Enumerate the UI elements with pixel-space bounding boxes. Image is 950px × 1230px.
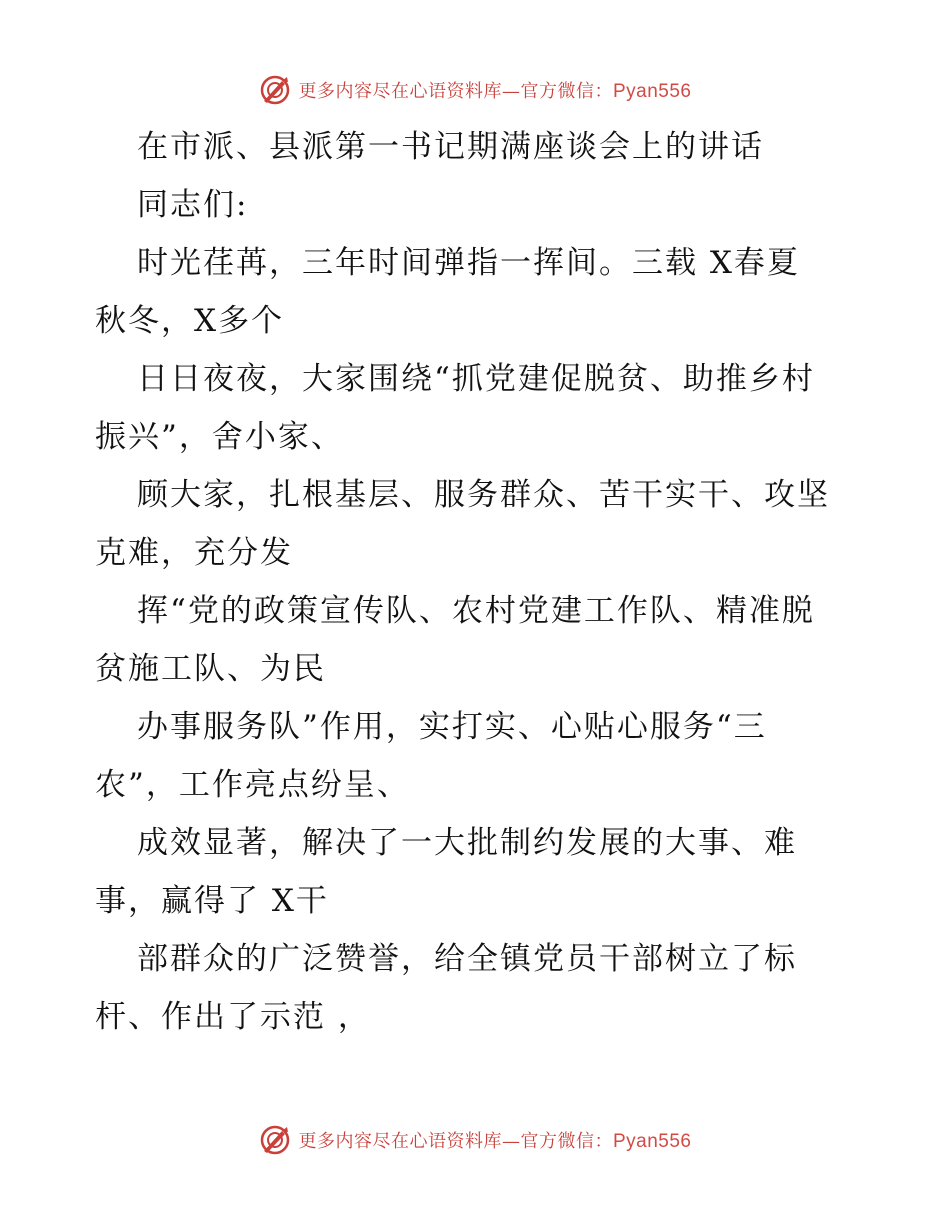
paragraph-line: 克难，充分发 <box>95 535 293 571</box>
header-banner-title: 更多内容尽在心语资料库 <box>298 81 502 102</box>
footer-watermark-banner <box>0 1120 950 1160</box>
header-banner-separator: — <box>501 81 521 102</box>
footer-banner-wechat-id: Pyan556 <box>612 1131 692 1152</box>
document-body <box>95 118 865 1046</box>
paragraph-line: 贫施工队、为民 <box>95 651 326 687</box>
header-banner-wechat-id: Pyan556 <box>612 81 692 102</box>
header-watermark-banner <box>0 70 950 110</box>
paragraph-line: 日日夜夜，大家围绕“抓党建促脱贫、助推乡村 <box>137 361 815 397</box>
footer-banner-separator: — <box>501 1131 521 1152</box>
paragraph-line: 杆、作出了示范 ， <box>95 999 371 1035</box>
paragraph-line: 农”，工作亮点纷呈、 <box>95 767 410 803</box>
paragraph-line: 振兴”，舍小家、 <box>95 419 344 455</box>
footer-banner-wechat-label: 官方微信： <box>520 1131 613 1152</box>
library-logo-icon <box>258 73 292 107</box>
footer-banner-title: 更多内容尽在心语资料库 <box>298 1131 502 1152</box>
paragraph-line: 秋冬，X多个 <box>95 303 285 339</box>
paragraph-line: 时光荏苒，三年时间弹指一挥间。三载 X春夏 <box>137 245 800 281</box>
paragraph-line: 事，赢得了 X干 <box>95 883 329 919</box>
paragraph-line: 办事服务队”作用，实打实、心贴心服务“三 <box>137 709 767 745</box>
library-logo-icon <box>258 1123 292 1157</box>
paragraph-line: 成效显著，解决了一大批制约发展的大事、难 <box>137 825 797 861</box>
paragraph-line: 顾大家，扎根基层、服务群众、苦干实干、攻坚 <box>137 477 830 513</box>
header-banner-wechat-label: 官方微信： <box>520 81 613 102</box>
footer-banner-text <box>298 1127 691 1153</box>
header-banner-text <box>298 77 691 103</box>
paragraph-line: 挥“党的政策宣传队、农村党建工作队、精准脱 <box>137 593 815 629</box>
document-salutation: 同志们: <box>137 187 249 223</box>
paragraph-line: 部群众的广泛赞誉，给全镇党员干部树立了标 <box>137 941 797 977</box>
document-title: 在市派、县派第一书记期满座谈会上的讲话 <box>137 129 764 165</box>
